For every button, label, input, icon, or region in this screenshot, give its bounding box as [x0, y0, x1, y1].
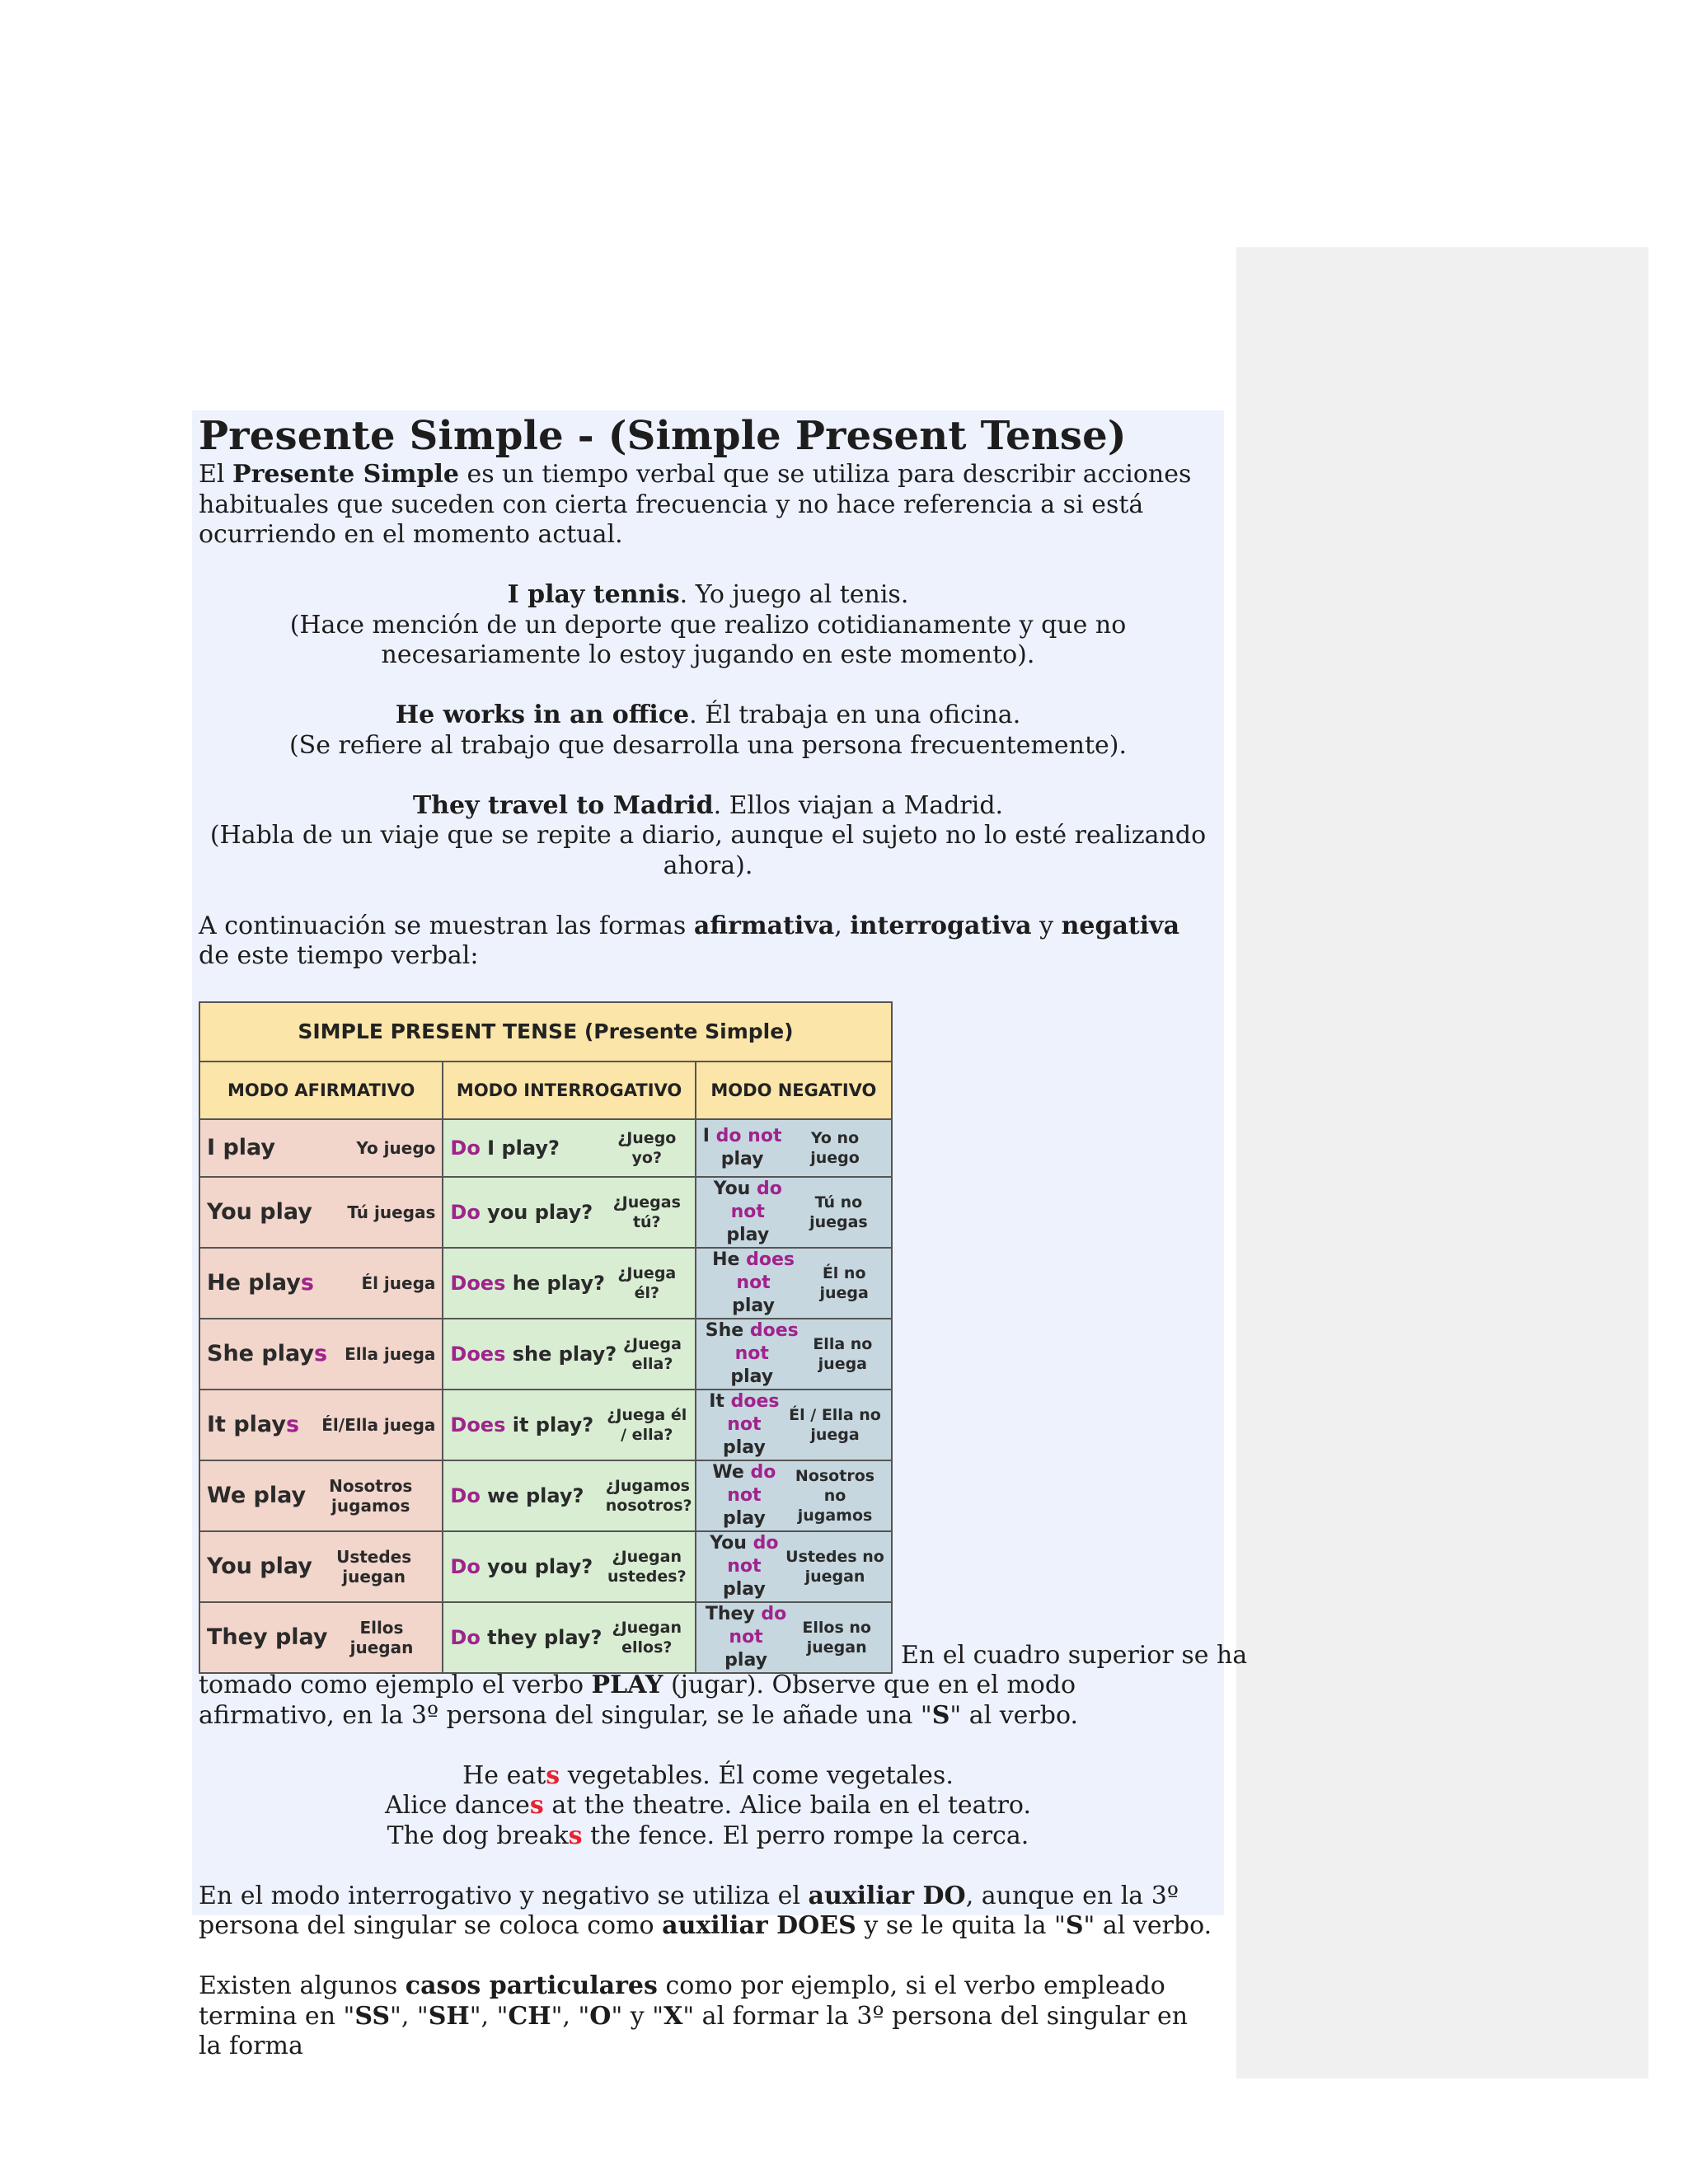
table-caption: SIMPLE PRESENT TENSE (Presente Simple) — [199, 1002, 892, 1062]
text: " al verbo. — [950, 1700, 1079, 1730]
red-s: s — [529, 1791, 544, 1820]
cell-negativo — [696, 1460, 892, 1531]
aff-english — [207, 1624, 328, 1650]
neg-english — [703, 1532, 785, 1601]
example-sentence — [199, 701, 1217, 731]
neg-aux: do not — [727, 1461, 776, 1506]
neg-verb: play — [730, 1366, 774, 1387]
table-row — [199, 1531, 892, 1602]
int-english — [450, 1413, 593, 1436]
neg-aux: do not — [715, 1125, 782, 1146]
cell-negativo — [696, 1119, 892, 1177]
cell-interrogativo — [443, 1319, 695, 1390]
int-spanish: ¿Juegas tú? — [612, 1193, 681, 1231]
bold-s: S — [1065, 1911, 1084, 1940]
bold-ss: SS — [354, 2001, 391, 2031]
neg-aux: do not — [730, 1178, 782, 1222]
cell-interrogativo — [443, 1460, 695, 1531]
example-note: (Hace mención de un deporte que realizo cotidianamente y que no necesariamente lo estoy jugando en este momento). — [289, 610, 1127, 669]
aff-english — [207, 1199, 312, 1225]
int-text: you play? — [480, 1554, 593, 1578]
text: ", " — [390, 2001, 429, 2031]
neg-english — [703, 1390, 785, 1460]
text: y — [1031, 911, 1062, 940]
int-text: she play? — [505, 1342, 617, 1366]
table-row — [199, 1119, 892, 1177]
example-translation: . Yo juego al tenis. — [679, 580, 909, 609]
intro-text: El — [199, 460, 233, 489]
text: (jugar). Observe que en el modo afirmativo, en la 3º persona del singular, se le añade una " — [199, 1671, 1076, 1730]
header-afirmativo: MODO AFIRMATIVO — [199, 1062, 443, 1119]
intro-bold: Presente Simple — [232, 460, 459, 489]
aff-text: They play — [207, 1624, 328, 1650]
document-content — [192, 410, 1248, 2060]
intro-text: es un tiempo verbal que se utiliza para describir acciones habituales que suceden con cierta frecuencia y no hace referencia a si está ocurriendo en el momento actual. — [199, 460, 1192, 549]
int-aux: Does — [450, 1271, 506, 1295]
text: " al verbo. — [1083, 1911, 1212, 1940]
neg-aux: does not — [736, 1249, 795, 1293]
neg-spanish: Yo no juego — [810, 1128, 860, 1167]
s-example — [199, 1761, 1217, 1792]
text: at the theatre. Alice baila en el teatro. — [543, 1791, 1032, 1820]
bold-interrogativa: interrogativa — [850, 911, 1032, 940]
page-title: Presente Simple - (Simple Present Tense) — [199, 413, 1127, 459]
text: He eat — [462, 1760, 546, 1790]
neg-subject: He — [712, 1249, 740, 1270]
bold-casos: casos particulares — [405, 1971, 658, 2000]
example-translation: . Ellos viajan a Madrid. — [713, 790, 1004, 820]
cell-afirmativo — [199, 1248, 443, 1319]
comment-margin-panel — [1236, 247, 1648, 2079]
aff-s: s — [300, 1270, 314, 1296]
cell-afirmativo — [199, 1460, 443, 1531]
example-bold: He works in an office — [395, 701, 690, 729]
bold-ch: CH — [508, 2001, 551, 2031]
int-spanish: ¿Juegan ellos? — [612, 1618, 682, 1657]
aff-english — [207, 1270, 314, 1296]
table-row — [199, 1177, 892, 1248]
neg-verb: play — [726, 1224, 770, 1245]
cell-interrogativo — [443, 1390, 695, 1460]
neg-english — [703, 1319, 801, 1389]
table-row — [199, 1319, 892, 1390]
aff-spanish: Él/Ella juega — [321, 1414, 436, 1435]
int-aux: Do — [450, 1200, 481, 1224]
neg-spanish: Él no juega — [819, 1263, 869, 1302]
example-translation: . Él trabaja en una oficina. — [689, 701, 1021, 729]
s-example — [199, 1821, 1217, 1852]
neg-verb: play — [720, 1148, 764, 1169]
header-negativo: MODO NEGATIVO — [696, 1062, 892, 1119]
neg-aux: do not — [727, 1532, 779, 1577]
neg-verb: play — [722, 1578, 766, 1600]
aff-text: You play — [207, 1199, 312, 1225]
aff-spanish: Él juega — [361, 1272, 436, 1293]
text: the fence. El perro rompe la cerca. — [582, 1821, 1029, 1850]
neg-subject: She — [705, 1319, 744, 1341]
int-text: we play? — [480, 1483, 584, 1507]
forms-paragraph — [199, 912, 1217, 972]
neg-subject: We — [712, 1461, 744, 1483]
neg-english — [703, 1461, 785, 1530]
cell-afirmativo — [199, 1531, 443, 1602]
aff-text: You play — [207, 1554, 312, 1579]
cell-interrogativo — [443, 1531, 695, 1602]
neg-english — [703, 1249, 804, 1318]
table-row — [199, 1460, 892, 1531]
aff-spanish: Tú juegas — [347, 1202, 436, 1222]
int-text: I play? — [480, 1136, 560, 1160]
neg-verb: play — [732, 1295, 775, 1316]
cell-afirmativo — [199, 1177, 443, 1248]
int-text: they play? — [480, 1625, 603, 1649]
aff-text: He play — [207, 1270, 301, 1296]
cell-negativo — [696, 1248, 892, 1319]
aff-english — [207, 1135, 275, 1160]
example-bold: I play tennis — [507, 580, 680, 609]
text: ", " — [469, 2001, 509, 2031]
text: En el modo interrogativo y negativo se utiliza el — [199, 1881, 809, 1910]
int-aux: Do — [450, 1483, 481, 1507]
neg-subject: You — [713, 1178, 751, 1199]
text: " al formar la 3º persona del singular en la forma — [199, 2001, 1189, 2060]
int-english — [450, 1137, 560, 1160]
cell-negativo — [696, 1177, 892, 1248]
neg-subject: It — [709, 1390, 724, 1412]
bold-play: PLAY — [591, 1671, 663, 1699]
header-interrogativo: MODO INTERROGATIVO — [443, 1062, 695, 1119]
text: The dog break — [387, 1821, 569, 1850]
aff-spanish: Ustedes juegan — [336, 1546, 412, 1586]
int-aux: Do — [450, 1554, 481, 1578]
bold-sh: SH — [428, 2001, 470, 2031]
table-row — [199, 1248, 892, 1319]
bold-afirmativa: afirmativa — [693, 911, 835, 940]
text: Alice dance — [384, 1791, 530, 1820]
int-spanish: ¿Juegan ustedes? — [607, 1547, 687, 1586]
example-note: (Habla de un viaje que se repite a diario, aunque el sujeto no lo esté realizando ahora). — [209, 821, 1207, 880]
neg-subject: They — [705, 1603, 755, 1624]
neg-aux: does not — [727, 1390, 780, 1435]
neg-subject: You — [710, 1532, 747, 1554]
text: A continuación se muestran las formas — [199, 911, 694, 940]
bold-s: S — [931, 1700, 950, 1730]
int-spanish: ¿Jugamos nosotros? — [605, 1476, 692, 1515]
int-aux: Do — [450, 1136, 481, 1160]
neg-aux: does not — [734, 1319, 799, 1364]
aff-english — [207, 1483, 306, 1508]
intro-paragraph — [199, 460, 1217, 551]
bold-auxiliar-do: auxiliar DO — [808, 1881, 966, 1910]
int-text: it play? — [505, 1413, 594, 1436]
int-english — [450, 1272, 605, 1295]
cell-afirmativo — [199, 1119, 443, 1177]
cell-negativo — [696, 1531, 892, 1602]
table-body — [199, 1119, 892, 1673]
aff-english — [207, 1412, 299, 1437]
conjugation-table — [199, 1001, 893, 1674]
bold-auxiliar-does: auxiliar DOES — [662, 1911, 856, 1940]
text: , aunque en la 3º persona del singular se coloca como — [199, 1881, 1179, 1940]
int-english — [450, 1201, 593, 1224]
table-row — [199, 1390, 892, 1460]
neg-english — [703, 1178, 793, 1247]
text: ", " — [551, 2001, 590, 2031]
neg-english — [703, 1603, 790, 1672]
text: y se le quita la " — [856, 1911, 1066, 1940]
aff-s: s — [313, 1341, 328, 1366]
text: como por ejemplo, si el verbo empleado termina en " — [199, 1971, 1165, 2031]
cell-interrogativo — [443, 1177, 695, 1248]
int-aux: Does — [450, 1413, 506, 1436]
neg-subject: I — [702, 1125, 710, 1146]
bold-x: X — [663, 2001, 683, 2031]
bold-o: O — [589, 2001, 612, 2031]
text: , — [834, 911, 851, 940]
cell-interrogativo — [443, 1119, 695, 1177]
int-aux: Do — [450, 1625, 481, 1649]
int-spanish: ¿Juega él? — [617, 1263, 677, 1302]
text: En el cuadro superior se ha — [901, 1640, 1248, 1670]
cell-afirmativo — [199, 1319, 443, 1390]
red-s: s — [546, 1760, 560, 1790]
aff-text: She play — [207, 1341, 314, 1366]
cell-negativo — [696, 1319, 892, 1390]
neg-aux: do not — [729, 1603, 787, 1647]
int-english — [450, 1343, 617, 1366]
aff-text: We play — [207, 1483, 307, 1508]
neg-spanish: Ellos no juegan — [802, 1618, 871, 1657]
aff-spanish: Ellos juegan — [349, 1617, 414, 1657]
text: " y " — [611, 2001, 664, 2031]
neg-english — [703, 1125, 782, 1171]
aff-spanish: Nosotros jugamos — [329, 1475, 413, 1516]
neg-spanish: Ella no juega — [813, 1334, 873, 1373]
cell-afirmativo — [199, 1390, 443, 1460]
s-example — [199, 1791, 1217, 1821]
aff-text: I play — [207, 1135, 276, 1160]
particular-paragraph — [199, 1971, 1217, 2062]
text: tomado como ejemplo el verbo — [199, 1671, 592, 1699]
int-english — [450, 1484, 584, 1507]
text: de este tiempo verbal: — [199, 941, 479, 970]
neg-spanish: Ustedes no juegan — [785, 1547, 884, 1586]
int-aux: Does — [450, 1342, 506, 1366]
example-bold: They travel to Madrid — [412, 790, 714, 820]
neg-verb: play — [722, 1507, 766, 1529]
int-english — [450, 1626, 602, 1649]
cell-negativo — [696, 1390, 892, 1460]
after-table-paragraph-cont — [199, 1671, 1217, 1731]
text: vegetables. Él come vegetales. — [560, 1760, 954, 1790]
int-spanish: ¿Juega ella? — [623, 1334, 682, 1373]
text: Existen algunos — [199, 1971, 406, 2000]
aff-english — [207, 1554, 312, 1579]
int-text: you play? — [480, 1200, 593, 1224]
bold-negativa: negativa — [1061, 911, 1180, 940]
neg-verb: play — [724, 1649, 767, 1671]
neg-spanish: Nosotros no jugamos — [795, 1466, 875, 1525]
aff-spanish: Yo juego — [356, 1137, 436, 1158]
cell-interrogativo — [443, 1248, 695, 1319]
example-sentence — [199, 580, 1217, 611]
neg-spanish: Tú no juegas — [809, 1193, 868, 1231]
aff-spanish: Ella juega — [345, 1343, 436, 1364]
red-s: s — [568, 1821, 583, 1850]
int-english — [450, 1555, 593, 1578]
neg-verb: play — [722, 1436, 766, 1458]
aff-text: It play — [207, 1412, 286, 1437]
int-text: he play? — [505, 1271, 605, 1295]
aff-english — [207, 1341, 327, 1366]
aff-s: s — [285, 1412, 300, 1437]
example-sentence — [199, 791, 1217, 822]
int-spanish: ¿Juega él / ella? — [607, 1405, 687, 1444]
conjugation-table-image — [199, 1001, 1217, 1674]
example-note: (Se refiere al trabajo que desarrolla una persona frecuentemente). — [288, 730, 1128, 760]
neg-spanish: Él / Ella no juega — [789, 1405, 881, 1444]
int-spanish: ¿Juego yo? — [617, 1128, 677, 1167]
aux-paragraph — [199, 1882, 1217, 1942]
